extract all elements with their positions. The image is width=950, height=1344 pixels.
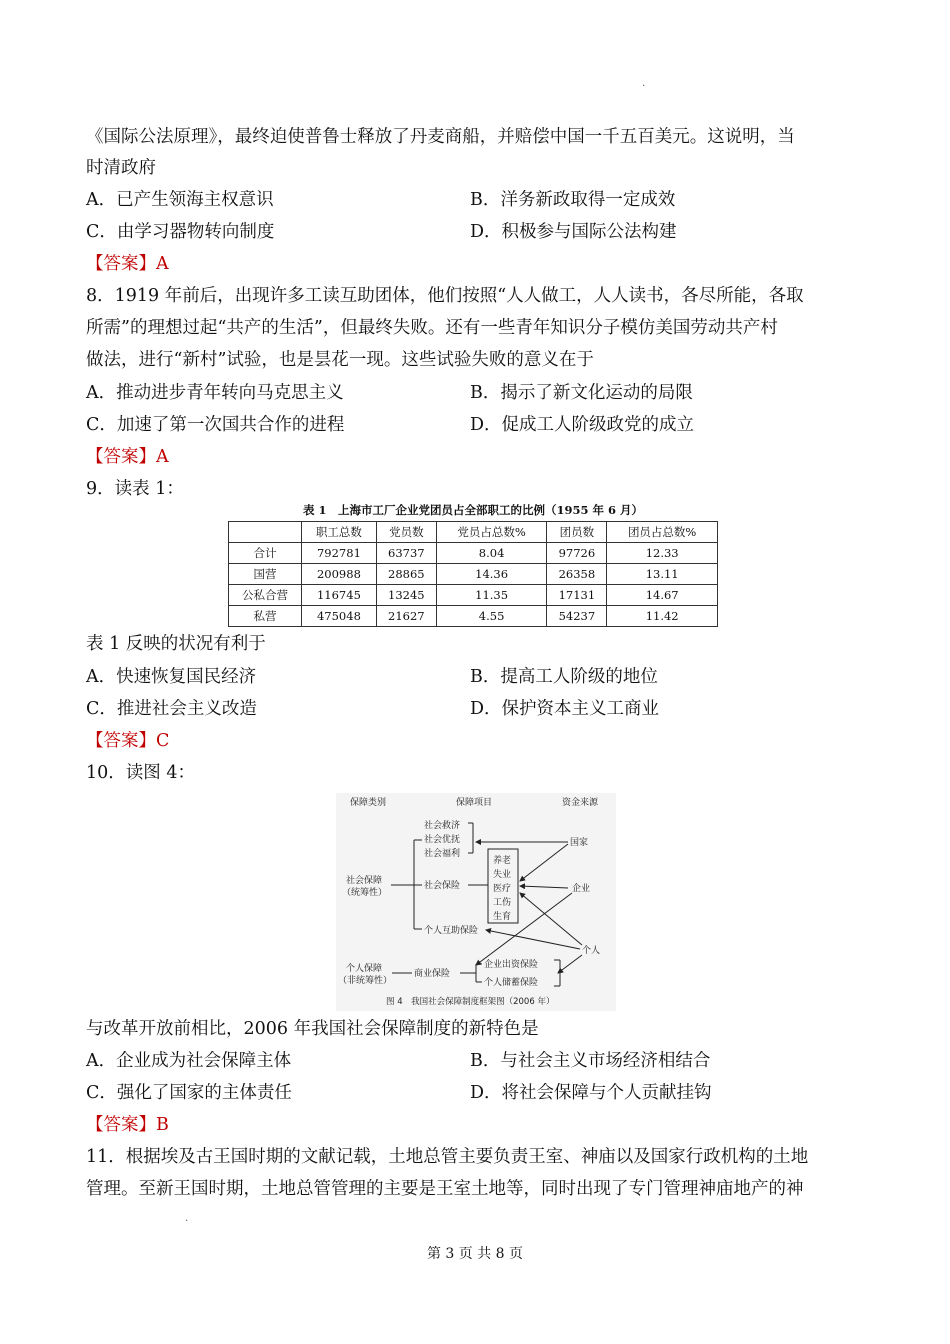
diagram-item: 社会救济 [424, 821, 461, 831]
table-cell: 792781 [302, 543, 377, 564]
diagram-insurance-item: 养老 [493, 856, 512, 866]
diagram-commercial: 商业保险 [414, 969, 451, 979]
q10-answer [86, 1113, 169, 1137]
q10-stem: 10．读图 4： [86, 763, 195, 783]
diagram-insurance-item: 工伤 [493, 898, 512, 908]
diagram-source-individual: 个人 [582, 946, 601, 956]
diagram-commercial-item: 企业出资保险 [484, 960, 539, 970]
table-cell: 国营 [229, 564, 302, 585]
table-1 [228, 502, 718, 627]
table-cell: 28865 [376, 564, 436, 585]
table-cell: 合计 [229, 543, 302, 564]
q8-answer [86, 445, 169, 469]
q8-stem-line-3: 做法，进行“新村”试验，也是昙花一现。这些试验失败的意义在于 [86, 350, 594, 370]
page-footer: 第 3 页 共 8 页 [426, 1246, 524, 1262]
table-cell: 63737 [376, 543, 436, 564]
data-table [228, 521, 718, 627]
table-header-cell: 职工总数 [302, 522, 377, 543]
table-cell: 54237 [547, 606, 607, 627]
table-header-cell: 党员数 [376, 522, 436, 543]
table-cell: 26358 [547, 564, 607, 585]
diagram-social-security-sub: （统筹性） [342, 888, 388, 898]
q8-option-c: C．加速了第一次国共合作的进程 [86, 415, 345, 435]
table-cell: 11.42 [607, 606, 718, 627]
table-cell: 200988 [302, 564, 377, 585]
table-cell: 13.11 [607, 564, 718, 585]
diagram-item: 社会福利 [424, 849, 461, 859]
diagram-col-header: 资金来源 [562, 798, 599, 808]
q9-option-c: C．推进社会主义改造 [86, 699, 257, 719]
diagram-col-header: 保障类别 [350, 798, 387, 808]
q10-option-a: A．企业成为社会保障主体 [86, 1051, 292, 1071]
table-cell: 私营 [229, 606, 302, 627]
q7-option-d: D．积极参与国际公法构建 [470, 222, 677, 242]
table-header-cell [229, 522, 302, 543]
q9-stem: 9．读表 1： [86, 479, 184, 499]
table-row [229, 564, 718, 585]
table-cell: 4.55 [436, 606, 547, 627]
decorative-dot: . [642, 78, 646, 89]
table-header-cell: 团员占总数% [607, 522, 718, 543]
q9-option-b: B．提高工人阶级的地位 [470, 667, 658, 687]
answer-value: B [156, 1115, 169, 1135]
table-cell: 475048 [302, 606, 377, 627]
q8-option-d: D．促成工人阶级政党的成立 [470, 415, 695, 435]
q7-answer [86, 252, 169, 276]
table-cell: 公私合营 [229, 585, 302, 606]
answer-value: A [156, 254, 169, 274]
table-row [229, 606, 718, 627]
diagram-insurance-item: 医疗 [493, 884, 512, 894]
q7-stem-line-2: 时清政府 [86, 158, 156, 178]
decorative-dot: . [185, 1213, 189, 1224]
table-row [229, 543, 718, 564]
table-caption: 表 1 上海市工厂企业党团员占全部职工的比例（1955 年 6 月） [302, 503, 644, 517]
social-security-diagram [336, 793, 616, 1011]
table-cell: 11.35 [436, 585, 547, 606]
q8-option-a: A．推动进步青年转向马克思主义 [86, 383, 344, 403]
q8-stem-line-1: 8．1919 年前后，出现许多工读互助团体，他们按照“人人做工，人人读书，各尽所能，各取 [86, 286, 804, 306]
diagram-personal-sub: （非统筹性） [338, 976, 393, 986]
table-cell: 14.67 [607, 585, 718, 606]
table-row [229, 585, 718, 606]
table-cell: 17131 [547, 585, 607, 606]
table-header-cell: 团员数 [547, 522, 607, 543]
table-cell: 8.04 [436, 543, 547, 564]
q7-option-b: B．洋务新政取得一定成效 [470, 190, 676, 210]
q10-option-d: D．将社会保障与个人贡献挂钩 [470, 1083, 712, 1103]
q7-option-c: C．由学习器物转向制度 [86, 222, 275, 242]
diagram-insurance: 社会保险 [424, 881, 461, 891]
answer-value: C [156, 731, 170, 751]
answer-label: 【答案】 [86, 254, 156, 274]
diagram-personal: 个人保障 [346, 964, 383, 974]
diagram-commercial-item: 个人储蓄保险 [484, 978, 539, 988]
table-cell: 21627 [376, 606, 436, 627]
q7-stem-line-1: 《国际公法原理》，最终迫使普鲁士释放了丹麦商船，并赔偿中国一千五百美元。这说明，当 [86, 127, 795, 147]
diagram-social-security: 社会保障 [346, 876, 383, 886]
table-cell: 116745 [302, 585, 377, 606]
diagram-mutual: 个人互助保险 [424, 926, 479, 936]
q9-option-d: D．保护资本主义工商业 [470, 699, 660, 719]
q11-stem-line-1: 11．根据埃及古王国时期的文献记载，土地总管主要负责王室、神庙以及国家行政机构的土地 [86, 1147, 809, 1167]
q9-after: 表 1 反映的状况有利于 [86, 634, 266, 654]
answer-label: 【答案】 [86, 731, 156, 751]
answer-value: A [156, 447, 169, 467]
q9-option-a: A．快速恢复国民经济 [86, 667, 257, 687]
diagram-insurance-item: 生育 [493, 912, 512, 922]
diagram-insurance-item: 失业 [493, 870, 512, 880]
table-cell: 13245 [376, 585, 436, 606]
diagram-col-header: 保障项目 [456, 798, 493, 808]
table-cell: 14.36 [436, 564, 547, 585]
answer-label: 【答案】 [86, 447, 156, 467]
diagram-caption: 图 4 我国社会保障制度框架图（2006 年） [386, 997, 555, 1007]
q8-stem-line-2: 所需”的理想过起“共产的生活”，但最终失败。还有一些青年知识分子模仿美国劳动共产村 [86, 318, 778, 338]
diagram-source-state: 国家 [570, 838, 589, 848]
q10-option-c: C．强化了国家的主体责任 [86, 1083, 292, 1103]
table-cell: 97726 [547, 543, 607, 564]
q8-option-b: B．揭示了新文化运动的局限 [470, 383, 693, 403]
table-cell: 12.33 [607, 543, 718, 564]
q11-stem-line-2: 管理。至新王国时期，土地总管管理的主要是王室土地等，同时出现了专门管理神庙地产的神 [86, 1179, 804, 1199]
diagram-source-enterprise: 企业 [572, 884, 591, 894]
q10-after: 与改革开放前相比，2006 年我国社会保障制度的新特色是 [86, 1019, 539, 1039]
q10-option-b: B．与社会主义市场经济相结合 [470, 1051, 711, 1071]
table-header-row [229, 522, 718, 543]
diagram-item: 社会优抚 [424, 835, 461, 845]
table-header-cell: 党员占总数% [436, 522, 547, 543]
answer-label: 【答案】 [86, 1115, 156, 1135]
q9-answer [86, 729, 169, 753]
q7-option-a: A．已产生领海主权意识 [86, 190, 274, 210]
